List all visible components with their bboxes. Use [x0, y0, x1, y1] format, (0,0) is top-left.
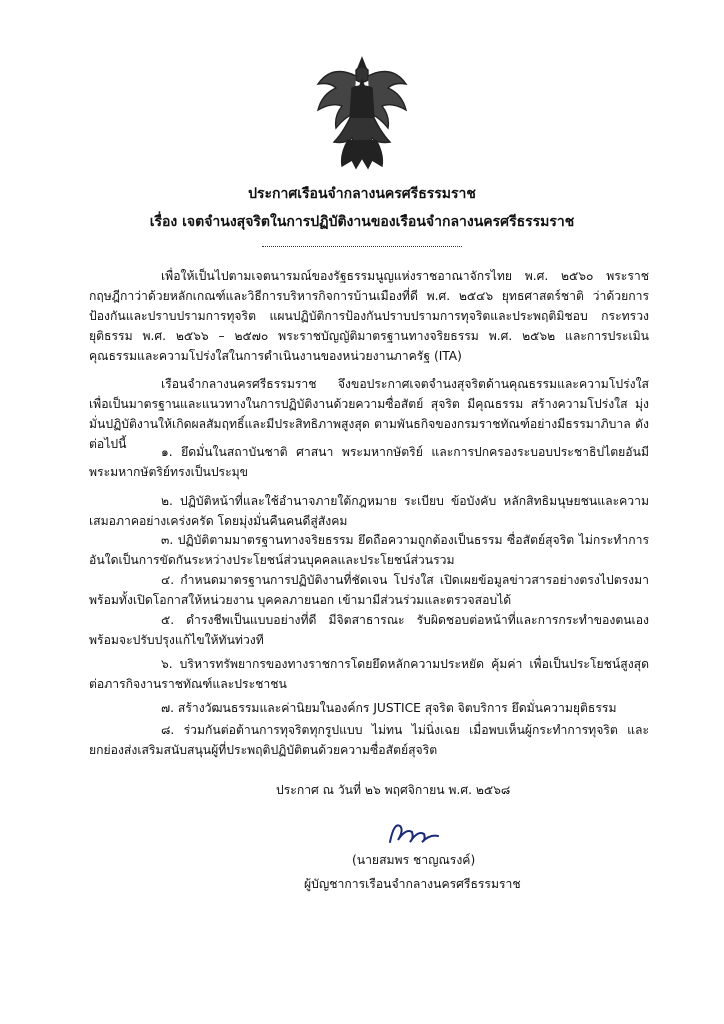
list-item: ๑. ยึดมั่นในสถาบันชาติ ศาสนา พระมหากษัตริย์ และการปกครองระบอบประชาธิปไตยอันมีพระมหากษัตริย์ทรงเป็นประมุข — [89, 445, 649, 479]
garuda-emblem-icon — [312, 54, 412, 174]
list-item: ๔. กำหนดมาตรฐานการปฏิบัติงานที่ชัดเจน โปร่งใส เปิดเผยข้อมูลข่าวสารอย่างตรงไปตรงมาพร้อมทั้งเปิดโอกาสให้หน่วยงาน บุคคลภายนอก เข้ามามีส่วนร่วมและตรวจสอบได้ — [89, 573, 649, 607]
document-subject: เรื่อง เจตจำนงสุจริตในการปฏิบัติงานของเรือนจำกลางนครศรีธรรมราช — [149, 214, 575, 230]
paragraph-declaration: เรือนจำกลางนครศรีธรรมราช จึงขอประกาศเจตจำนงสุจริตด้านคุณธรรมและความโปร่งใส เพื่อเป็นมาตรฐานและแนวทางในการปฏิบัติงานด้วยความซื่อสัตย์ สุจริต มีคุณธรรม สร้างความโปร่งใส มุ่งมั่นปฏิบัติงานให้เกิดผลสัมฤทธิ์และมีประสิทธิภาพสูงสุด ตามพันธกิจของกรมราชทัณฑ์อย่างมีธรรมาภิบาล ดังต่อไปนี้ — [89, 377, 649, 451]
signature-icon — [384, 816, 444, 850]
document-title: ประกาศเรือนจำกลางนครศรีธรรมราช — [248, 186, 476, 202]
paragraph-preamble: เพื่อให้เป็นไปตามเจตนารมณ์ของรัฐธรรมนูญแห่งราชอาณาจักรไทย พ.ศ. ๒๕๖๐ พระราชกฤษฎีกาว่าด้วยหลักเกณฑ์และวิธีการบริหารกิจการบ้านเมืองที่ดี พ.ศ. ๒๕๔๖ ยุทธศาสตร์ชาติ ว่าด้วยการป้องกันและปราบปรามการทุจริต แผนปฏิบัติการป้องกันปราบปรามการทุจริตและประพฤติมิชอบ กระทรวงยุติธรรม พ.ศ. ๒๕๖๖ – ๒๕๗๐ พระราชบัญญัติมาตรฐานทางจริยธรรม พ.ศ. ๒๕๖๒ และการประเมินคุณธรรมและความโปร่งใสในการดำเนินงานของหน่วยงานภาครัฐ (ITA) — [89, 269, 649, 363]
list-item: ๖. บริหารทรัพยากรของทางราชการโดยยึดหลักความประหยัด คุ้มค่า เพื่อเป็นประโยชน์สูงสุดต่อภารกิจงานราชทัณฑ์และประชาชน — [89, 657, 649, 691]
list-item: ๕. ดำรงชีพเป็นแบบอย่างที่ดี มีจิตสาธารณะ รับผิดชอบต่อหน้าที่และการกระทำของตนเองพร้อมจะปรับปรุงแก้ไขให้ทันท่วงที — [89, 613, 649, 647]
list-item: ๗. สร้างวัฒนธรรมและค่านิยมในองค์กร JUSTICE สุจริต จิตบริการ ยึดมั่นความยุติธรรม — [161, 701, 617, 715]
date-line: ประกาศ ณ วันที่ ๒๖ พฤศจิกายน พ.ศ. ๒๕๖๘ — [276, 783, 511, 797]
list-item: ๒. ปฏิบัติหน้าที่และใช้อำนาจภายใต้กฎหมาย ระเบียบ ข้อบังคับ หลักสิทธิมนุษยชนและความเสมอภาคอย่างเคร่งครัด โดยมุ่งมั่นคืนคนดีสู่สังคม — [89, 494, 649, 528]
separator-dotted-line — [262, 246, 462, 247]
signer-name: (นายสมพร ชาญณรงค์) — [352, 853, 476, 867]
signer-title: ผู้บัญชาการเรือนจำกลางนครศรีธรรมราช — [304, 877, 521, 891]
list-item: ๓. ปฏิบัติตามมาตรฐานทางจริยธรรม ยึดถือความถูกต้องเป็นธรรม ซื่อสัตย์สุจริต ไม่กระทำการอันใดเป็นการขัดกันระหว่างประโยชน์ส่วนบุคคลและประโยชน์ส่วนรวม — [89, 533, 649, 567]
list-item: ๘. ร่วมกันต่อต้านการทุจริตทุกรูปแบบ ไม่ทน ไม่นิ่งเฉย เมื่อพบเห็นผู้กระทำการทุจริต และยกย่องส่งเสริมสนับสนุนผู้ที่ประพฤติปฏิบัติตนด้วยความซื่อสัตย์สุจริต — [89, 723, 649, 757]
